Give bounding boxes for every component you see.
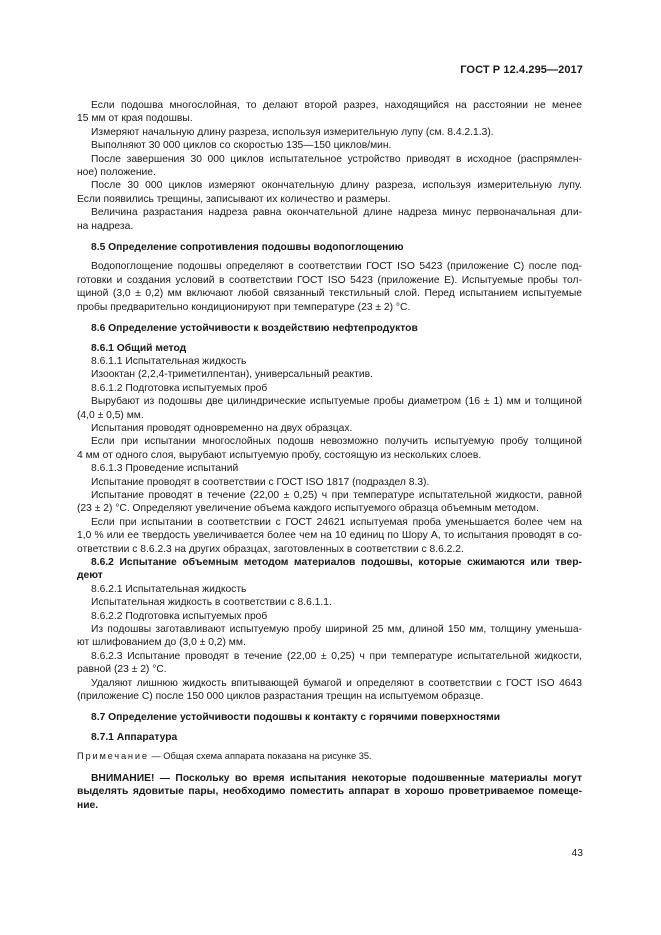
section-heading-8-7: 8.7 Определение устойчивости подошвы к контакту с горячими поверхностями bbox=[91, 712, 501, 724]
warning-line: ВНИМАНИЕ! — Поскольку во время испытания некоторые подошвенные материалы могут bbox=[91, 772, 582, 784]
text-line: щиной (3,0 ± 0,2) мм включают любой связанный текстильный слой. Перед испытанием испытуемые bbox=[77, 288, 582, 300]
text-line: 8.6.1.3 Проведение испытаний bbox=[91, 463, 239, 475]
text-line: Если при испытании в соответствии с ГОСТ 24621 испытуемая проба уменьшается более чем на bbox=[91, 516, 582, 528]
text-line: Выполняют 30 000 циклов со скоростью 135—150 циклов/мин. bbox=[91, 140, 392, 152]
text-line: 1,0 % или ее твердость увеличивается более чем на 10 единиц по Шору А, то испытания проводят в со- bbox=[77, 530, 582, 542]
text-line: Если появились трещины, записывают их количество и размеры. bbox=[77, 193, 391, 205]
subsection-heading-8-6-2-cont: деют bbox=[77, 570, 103, 582]
text-line: Испытания проводят одновременно на двух образцах. bbox=[91, 422, 353, 434]
text-line: Испытательная жидкость в соответствии с 8.6.1.1. bbox=[91, 597, 332, 609]
text-line: пробы предварительно кондиционируют при температуре (23 ± 2) °С. bbox=[77, 301, 411, 313]
text-line: (23 ± 2) °С. Определяют увеличение объема каждого испытуемого образца объемным методом. bbox=[77, 503, 539, 515]
text-line: (приложение С) после 150 000 циклов разрастания трещин на испытуемом образце. bbox=[77, 691, 484, 703]
text-line: 8.6.2.2 Подготовка испытуемых проб bbox=[91, 610, 268, 622]
text-line: 4 мм от одного слоя, вырубают испытуемую пробу, состоящую из нескольких слоев. bbox=[77, 449, 482, 461]
text-line: Величина разрастания надреза равна окончательной длине надреза минус первоначальная дли- bbox=[91, 207, 582, 219]
text-line: Если подошва многослойная, то делают второй разрез, находящийся на расстоянии не менее bbox=[91, 100, 582, 111]
text-line: Если при испытании многослойных подошв невозможно получить испытуемую пробу толщиной bbox=[91, 436, 582, 448]
text-line: Удаляют лишнюю жидкость впитывающей бумагой и определяют в соответствии с ГОСТ ISO 4643 bbox=[91, 677, 582, 689]
text-line: 8.6.2.1 Испытательная жидкость bbox=[91, 583, 247, 595]
text-line: равной (23 ± 2) °С. bbox=[77, 664, 167, 676]
subsection-heading-8-7-1: 8.7.1 Аппаратура bbox=[91, 731, 178, 743]
text-line: Испытание проводят в соответствии с ГОСТ ISO 1817 (подраздел 8.3). bbox=[91, 476, 430, 488]
page-body bbox=[77, 99, 582, 812]
text-line: Из подошвы заготавливают испытуемую пробу шириной 25 мм, длиной 150 мм, толщину уменьша- bbox=[91, 624, 582, 636]
page-number: 43 bbox=[571, 848, 583, 859]
text-line: готовки и создания условий в соответствии ГОСТ ISO 5423 (приложение Е). Испытуемые пробы тол- bbox=[77, 274, 582, 286]
section-heading-8-5: 8.5 Определение сопротивления подошвы водопоглощению bbox=[91, 242, 404, 254]
section-heading-8-6: 8.6 Определение устойчивости к воздействию нефтепродуктов bbox=[91, 323, 418, 335]
text-line: 8.6.2.3 Испытание проводят в течение (22,00 ± 0,25) ч при температуре испытательной жидкости, bbox=[91, 650, 582, 662]
text-line: Измеряют начальную длину разреза, используя измерительную лупу (см. 8.4.2.1.3). bbox=[91, 126, 494, 138]
text-line: ют шлифованием до (3,0 ± 0,2) мм. bbox=[77, 637, 246, 649]
note-label: Примечание bbox=[77, 751, 149, 762]
text-line: (4,0 ± 0,5) мм. bbox=[77, 409, 144, 421]
note bbox=[77, 750, 582, 763]
text-line: Испытание проводят в течение (22,00 ± 0,25) ч при температуре испытательной жидкости, равной bbox=[91, 489, 582, 501]
text-line: После завершения 30 000 циклов испытательное устройство приводят в исходное (распрямлен- bbox=[91, 153, 582, 165]
text-line: Вырубают из подошвы две цилиндрические испытуемые пробы диаметром (16 ± 1) мм и толщиной bbox=[91, 396, 582, 408]
document-code: ГОСТ Р 12.4.295—2017 bbox=[460, 64, 583, 76]
text-line: ответствии с 8.6.2.3 на других образцах, заготовленных в соответствии с 8.6.2.2. bbox=[77, 543, 464, 555]
note-text: — Общая схема аппарата показана на рисунке 35. bbox=[148, 751, 372, 762]
text-line: Изооктан (2,2,4-триметилпентан), универсальный реактив. bbox=[91, 369, 373, 381]
text-line: 8.6.1.2 Подготовка испытуемых проб bbox=[91, 382, 268, 394]
warning-line: выделять ядовитые пары, необходимо поместить аппарат в хорошо проветриваемое помеще- bbox=[77, 786, 582, 798]
subsection-heading-8-6-1: 8.6.1 Общий метод bbox=[91, 342, 187, 354]
text-line: После 30 000 циклов измеряют окончательную длину разреза, используя измерительную лупу. bbox=[91, 180, 582, 192]
warning-line: ние. bbox=[77, 799, 99, 811]
text-line: ное) положение. bbox=[77, 167, 156, 179]
text-line: 15 мм от края подошвы. bbox=[77, 113, 193, 125]
text-line: Водопоглощение подошвы определяют в соответствии ГОСТ ISO 5423 (приложение С) после под- bbox=[91, 261, 582, 273]
text-line: 8.6.1.1 Испытательная жидкость bbox=[91, 355, 247, 367]
text-line: на надреза. bbox=[77, 220, 134, 232]
subsection-heading-8-6-2: 8.6.2 Испытание объемным методом материалов подошвы, которые сжимаются или твер- bbox=[91, 557, 582, 568]
